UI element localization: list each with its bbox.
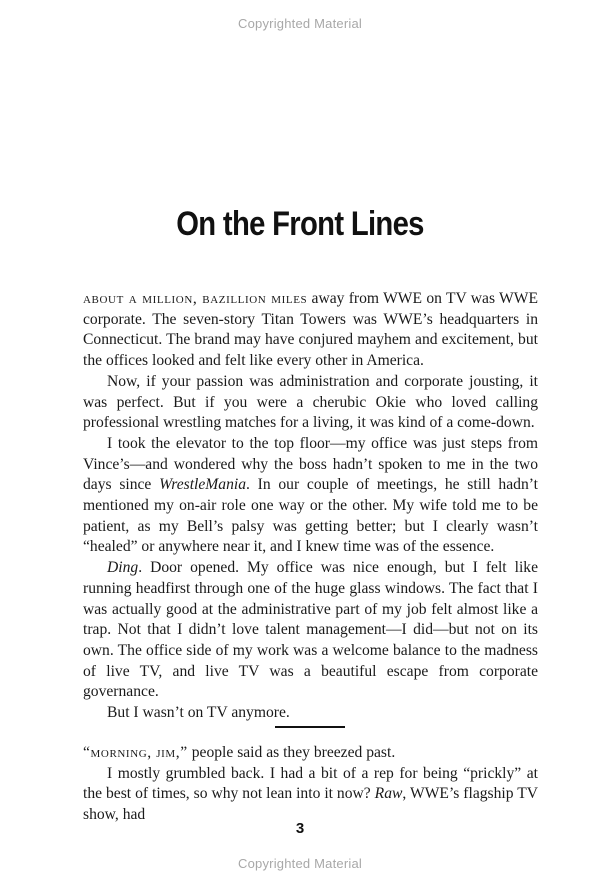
paragraph-3-text-b: . In our couple of meetings, he still hadn’t mentioned my on-air role one way or the other. My wife told me to be patient, as my Bell’s palsy was getting better; but I clearly wasn’t “healed” or anywhere near it, and I knew time was of the essence. (83, 476, 538, 556)
paragraph-4-text: . Door opened. My office was nice enough, but I felt like running headfirst through one of the huge glass windows. The fact that I was actually good at the administrative part of my job felt almost like a trap. Not that I didn’t love talent management—I did—but not on its own. The office side of my work was a welcome balance to the madness of live TV, and live TV was a beautiful escape from corporate governance. (83, 559, 538, 701)
paragraph-4 (83, 558, 538, 703)
chapter-title: On the Front Lines (176, 205, 424, 243)
paragraph-2: Now, if your passion was administration and corporate jousting, it was perfect. But if you were a cherubic Okie who loved calling professional wrestling matches for a living, it was kind of a come-down. (83, 372, 538, 432)
paragraph-7-text-b: , WWE’s flagship TV show, had (83, 785, 538, 824)
copyright-watermark-top: Copyrighted Material (238, 16, 362, 31)
paragraph-1 (83, 289, 538, 372)
paragraph-7 (83, 764, 538, 826)
paragraph-3 (83, 434, 538, 558)
wrestlemania-italic: WrestleMania (159, 476, 247, 494)
body-text-section-1 (83, 289, 538, 724)
opening-small-caps: about a million, bazillion miles (83, 290, 308, 307)
raw-italic: Raw (374, 785, 403, 803)
paragraph-1-text: away from WWE on TV was WWE corporate. The seven-story Titan Towers was WWE’s headquarters in Connecticut. The brand may have conjured mayhem and excitement, but the offices looked and felt like every other in America. (83, 290, 538, 370)
paragraph-3-text-a: I took the elevator to the top floor—my office was just steps from Vince’s—and wondered why the boss hadn’t spoken to me in the two days since (83, 434, 538, 494)
paragraph-5: But I wasn’t on TV anymore. (107, 704, 290, 722)
ding-italic: Ding (107, 559, 139, 577)
paragraph-6-text: people said as they breezed past. (187, 744, 396, 761)
section-opening-small-caps: “morning, jim,” (83, 744, 188, 761)
paragraph-7-text-a: I mostly grumbled back. I had a bit of a rep for being “prickly” at the best of times, so why not lean into it now? (83, 764, 538, 803)
page-number: 3 (295, 820, 305, 837)
paragraph-6 (83, 743, 538, 764)
section-break-rule (275, 726, 345, 728)
copyright-watermark-bottom: Copyrighted Material (238, 856, 362, 871)
body-text-section-2 (83, 743, 538, 826)
